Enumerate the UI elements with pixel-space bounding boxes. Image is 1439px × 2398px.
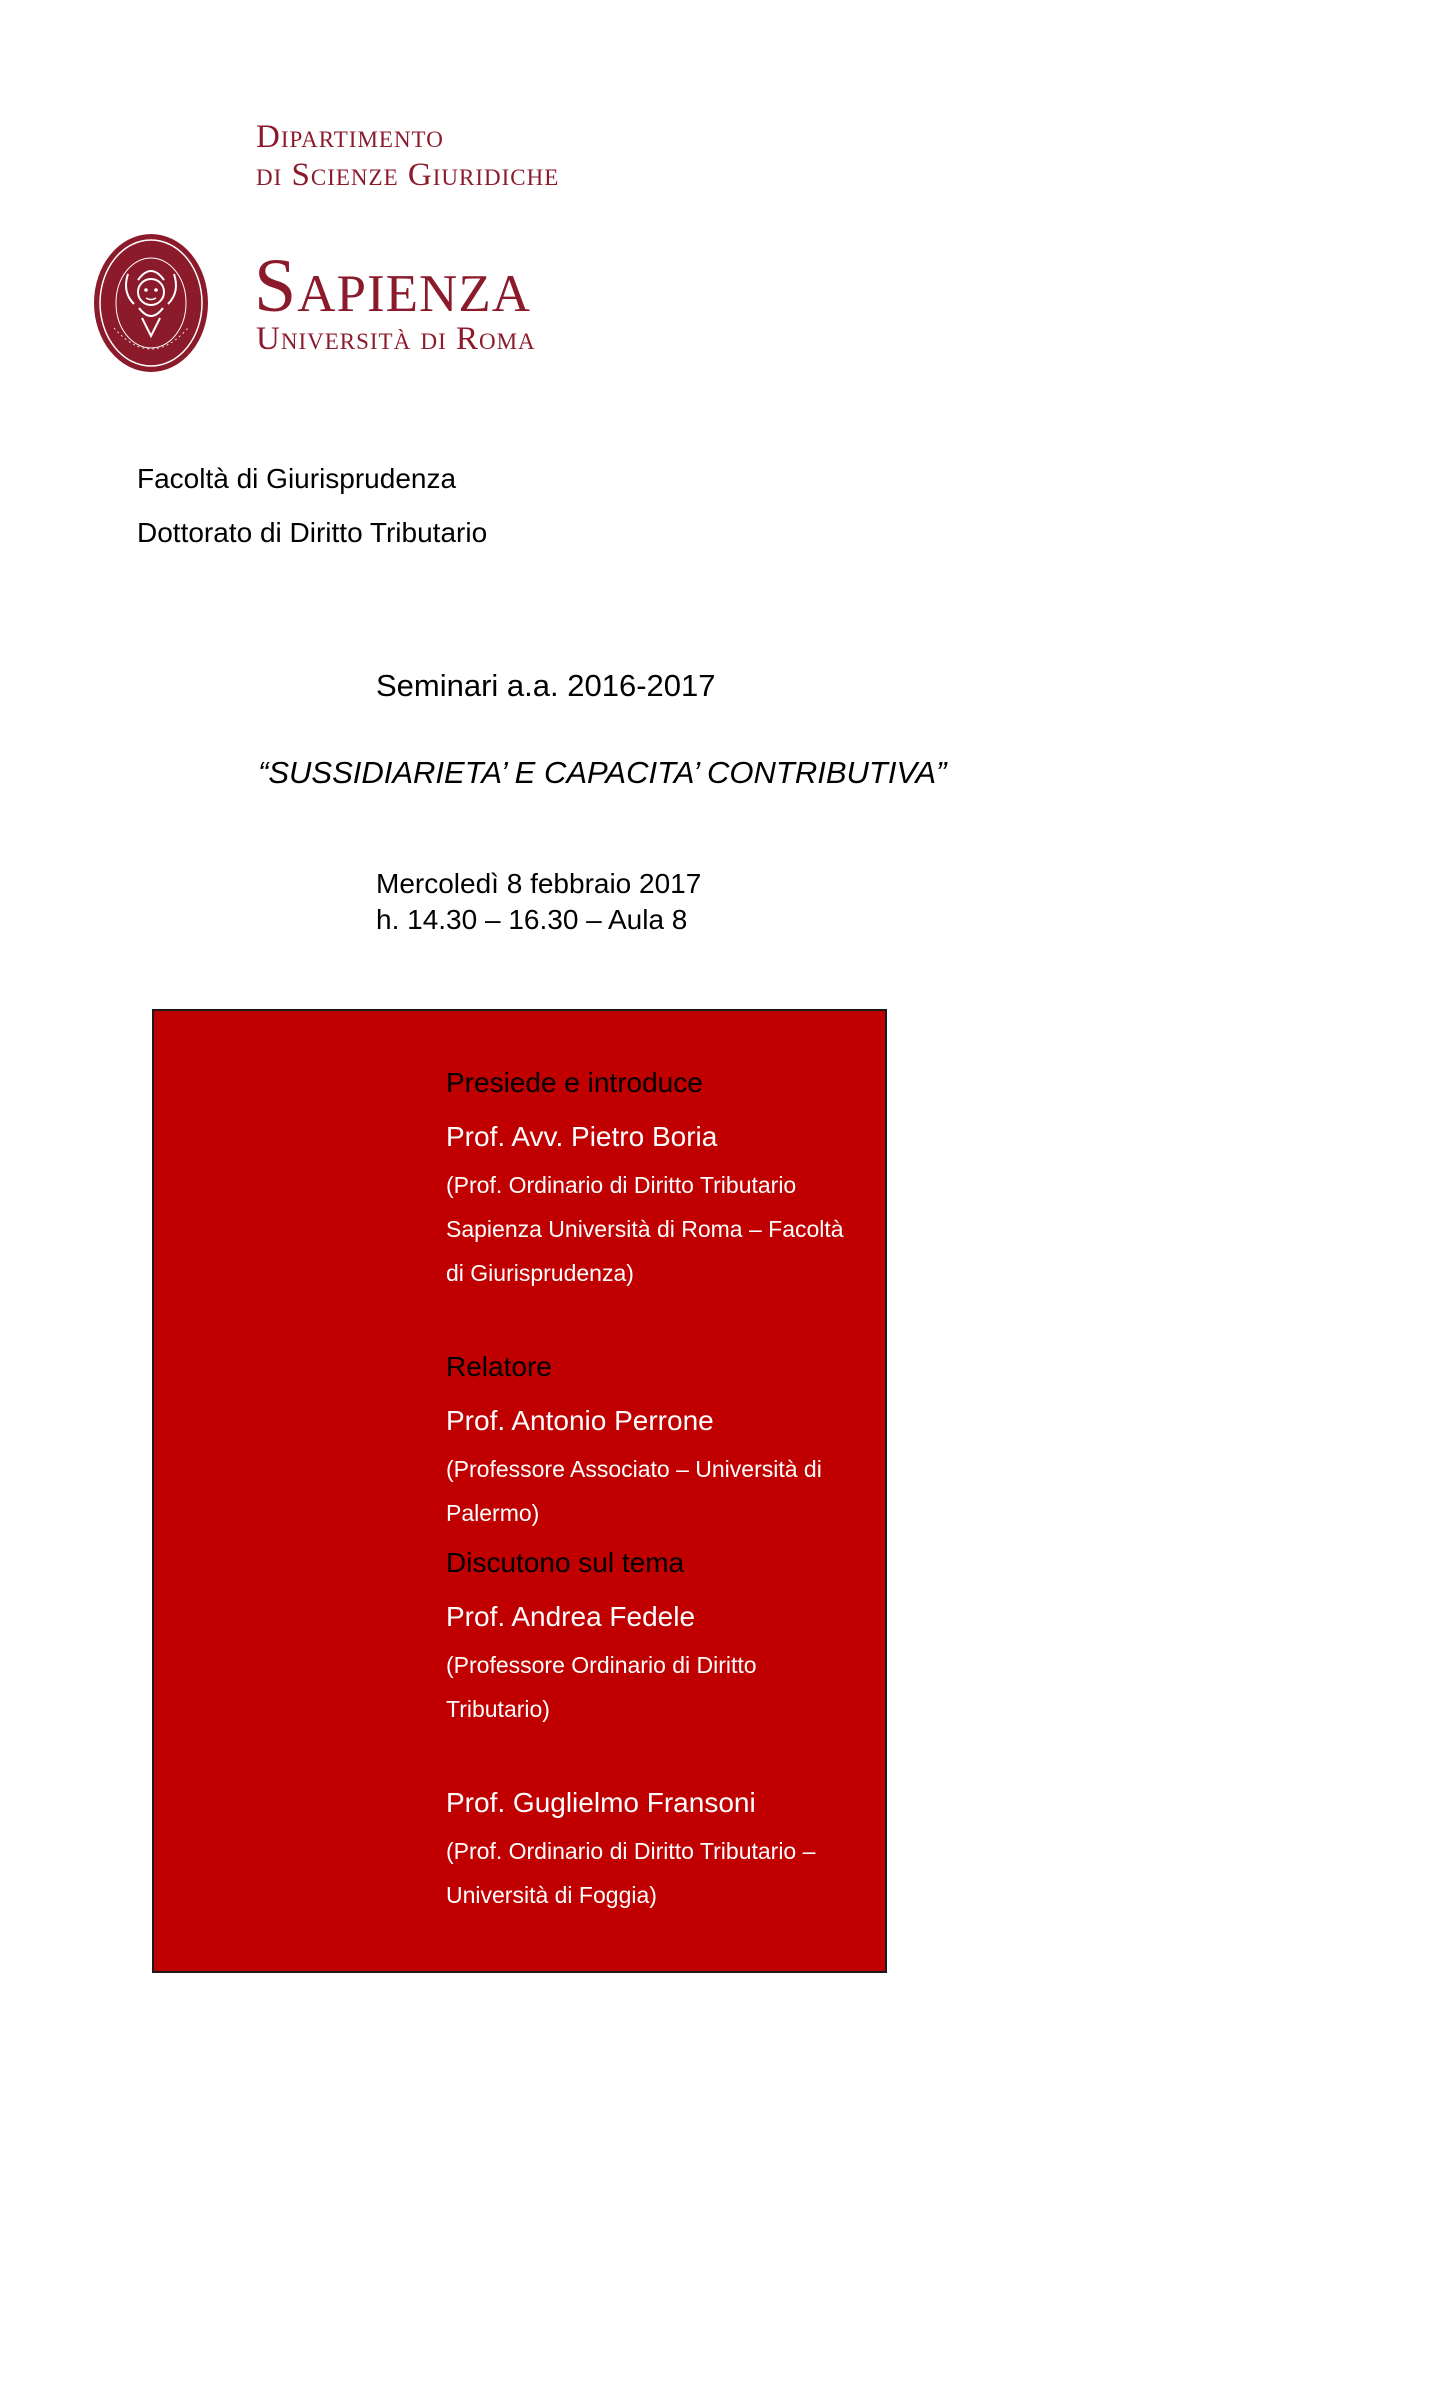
seminar-time-place: h. 14.30 – 16.30 – Aula 8 <box>376 904 688 935</box>
person-name: Prof. Antonio Perrone <box>446 1405 714 1436</box>
program-box <box>152 1009 887 1973</box>
seminar-date: Mercoledì 8 febbraio 2017 <box>376 868 702 899</box>
person-affiliation: (Professore Associato – Università di Palermo) <box>446 1456 822 1526</box>
sapienza-seal-logo <box>92 232 210 374</box>
university-name: Sapienza <box>254 244 531 328</box>
person-affiliation: (Professore Ordinario di Diritto Tributario) <box>446 1652 757 1722</box>
program-entry-discussant-2 <box>446 1783 866 1917</box>
department-line-2: di Scienze Giuridiche <box>256 157 560 193</box>
person-affiliation: (Prof. Ordinario di Diritto Tributario – Università di Foggia) <box>446 1838 816 1908</box>
department-name <box>256 118 559 194</box>
seminar-topic: “SUSSIDIARIETA’ E CAPACITA’ CONTRIBUTIVA” <box>258 755 947 790</box>
faculty-name: Facoltà di Giurisprudenza <box>137 463 457 494</box>
program-entry-speaker <box>446 1347 866 1535</box>
doctorate-name: Dottorato di Diritto Tributario <box>137 517 488 548</box>
program-entry-chair <box>446 1063 866 1295</box>
role-label: Discutono sul tema <box>446 1547 685 1578</box>
role-label: Relatore <box>446 1351 552 1382</box>
role-label: Presiede e introduce <box>446 1067 703 1098</box>
person-name: Prof. Andrea Fedele <box>446 1601 696 1632</box>
person-name: Prof. Guglielmo Fransoni <box>446 1787 756 1818</box>
person-name: Prof. Avv. Pietro Boria <box>446 1121 718 1152</box>
university-subtitle: Università di Roma <box>256 321 536 357</box>
program-entry-discussant-1 <box>446 1543 866 1731</box>
seminar-title: Seminari a.a. 2016-2017 <box>376 668 716 703</box>
seminar-schedule <box>376 866 701 938</box>
person-affiliation: (Prof. Ordinario di Diritto Tributario Sapienza Università di Roma – Facoltà di Giurisprudenza) <box>446 1172 844 1286</box>
department-line-1: Dipartimento <box>256 119 444 155</box>
faculty-block <box>137 452 487 560</box>
